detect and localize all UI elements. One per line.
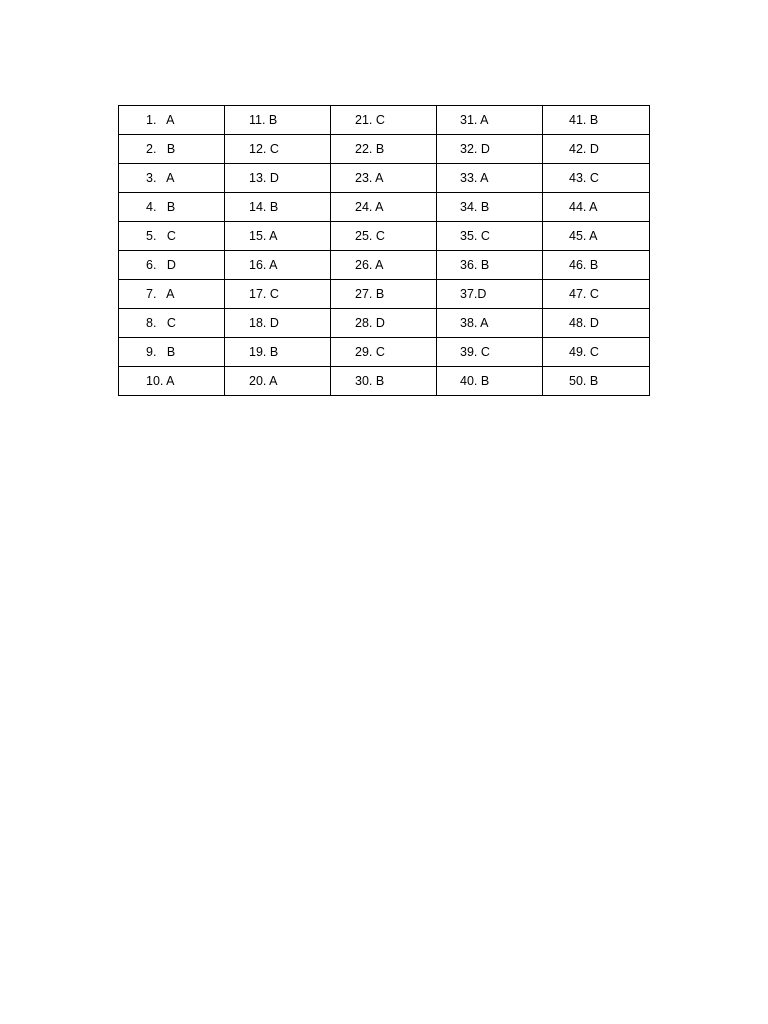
answer-cell: 5. C [119, 222, 225, 251]
answer-cell: 8. C [119, 309, 225, 338]
answer-cell: 49. C [543, 338, 650, 367]
answer-cell: 27. B [331, 280, 437, 309]
answer-cell: 26. A [331, 251, 437, 280]
answer-cell: 39. C [437, 338, 543, 367]
answer-cell: 33. A [437, 164, 543, 193]
answer-cell: 46. B [543, 251, 650, 280]
answer-cell: 34. B [437, 193, 543, 222]
answer-cell: 22. B [331, 135, 437, 164]
answer-cell: 38. A [437, 309, 543, 338]
answer-cell: 48. D [543, 309, 650, 338]
answer-cell: 28. D [331, 309, 437, 338]
answer-cell: 50. B [543, 367, 650, 396]
table-row [119, 367, 650, 396]
answer-cell: 1. A [119, 106, 225, 135]
answer-cell: 20. A [225, 367, 331, 396]
answer-cell: 42. D [543, 135, 650, 164]
answer-cell: 14. B [225, 193, 331, 222]
answer-cell: 23. A [331, 164, 437, 193]
table-row [119, 164, 650, 193]
answer-cell: 47. C [543, 280, 650, 309]
answer-cell: 32. D [437, 135, 543, 164]
answer-cell: 13. D [225, 164, 331, 193]
answer-cell: 36. B [437, 251, 543, 280]
answer-cell: 40. B [437, 367, 543, 396]
table-row [119, 222, 650, 251]
answer-cell: 44. A [543, 193, 650, 222]
answer-cell: 6. D [119, 251, 225, 280]
answer-cell: 19. B [225, 338, 331, 367]
answer-cell: 3. A [119, 164, 225, 193]
answer-cell: 9. B [119, 338, 225, 367]
answer-cell: 12. C [225, 135, 331, 164]
answer-cell: 25. C [331, 222, 437, 251]
table-row [119, 251, 650, 280]
answer-key-body [119, 106, 650, 396]
table-row [119, 309, 650, 338]
answer-cell: 17. C [225, 280, 331, 309]
table-row [119, 193, 650, 222]
answer-cell: 37.D [437, 280, 543, 309]
answer-cell: 35. C [437, 222, 543, 251]
answer-cell: 7. A [119, 280, 225, 309]
answer-cell: 21. C [331, 106, 437, 135]
answer-cell: 15. A [225, 222, 331, 251]
table-row [119, 280, 650, 309]
answer-cell: 10. A [119, 367, 225, 396]
answer-cell: 29. C [331, 338, 437, 367]
answer-cell: 11. B [225, 106, 331, 135]
answer-cell: 24. A [331, 193, 437, 222]
answer-cell: 45. A [543, 222, 650, 251]
answer-cell: 4. B [119, 193, 225, 222]
answer-cell: 41. B [543, 106, 650, 135]
table-row [119, 135, 650, 164]
answer-cell: 16. A [225, 251, 331, 280]
answer-cell: 30. B [331, 367, 437, 396]
answer-key-table [118, 105, 650, 396]
answer-cell: 18. D [225, 309, 331, 338]
answer-cell: 2. B [119, 135, 225, 164]
answer-cell: 43. C [543, 164, 650, 193]
table-row [119, 106, 650, 135]
table-row [119, 338, 650, 367]
answer-cell: 31. A [437, 106, 543, 135]
